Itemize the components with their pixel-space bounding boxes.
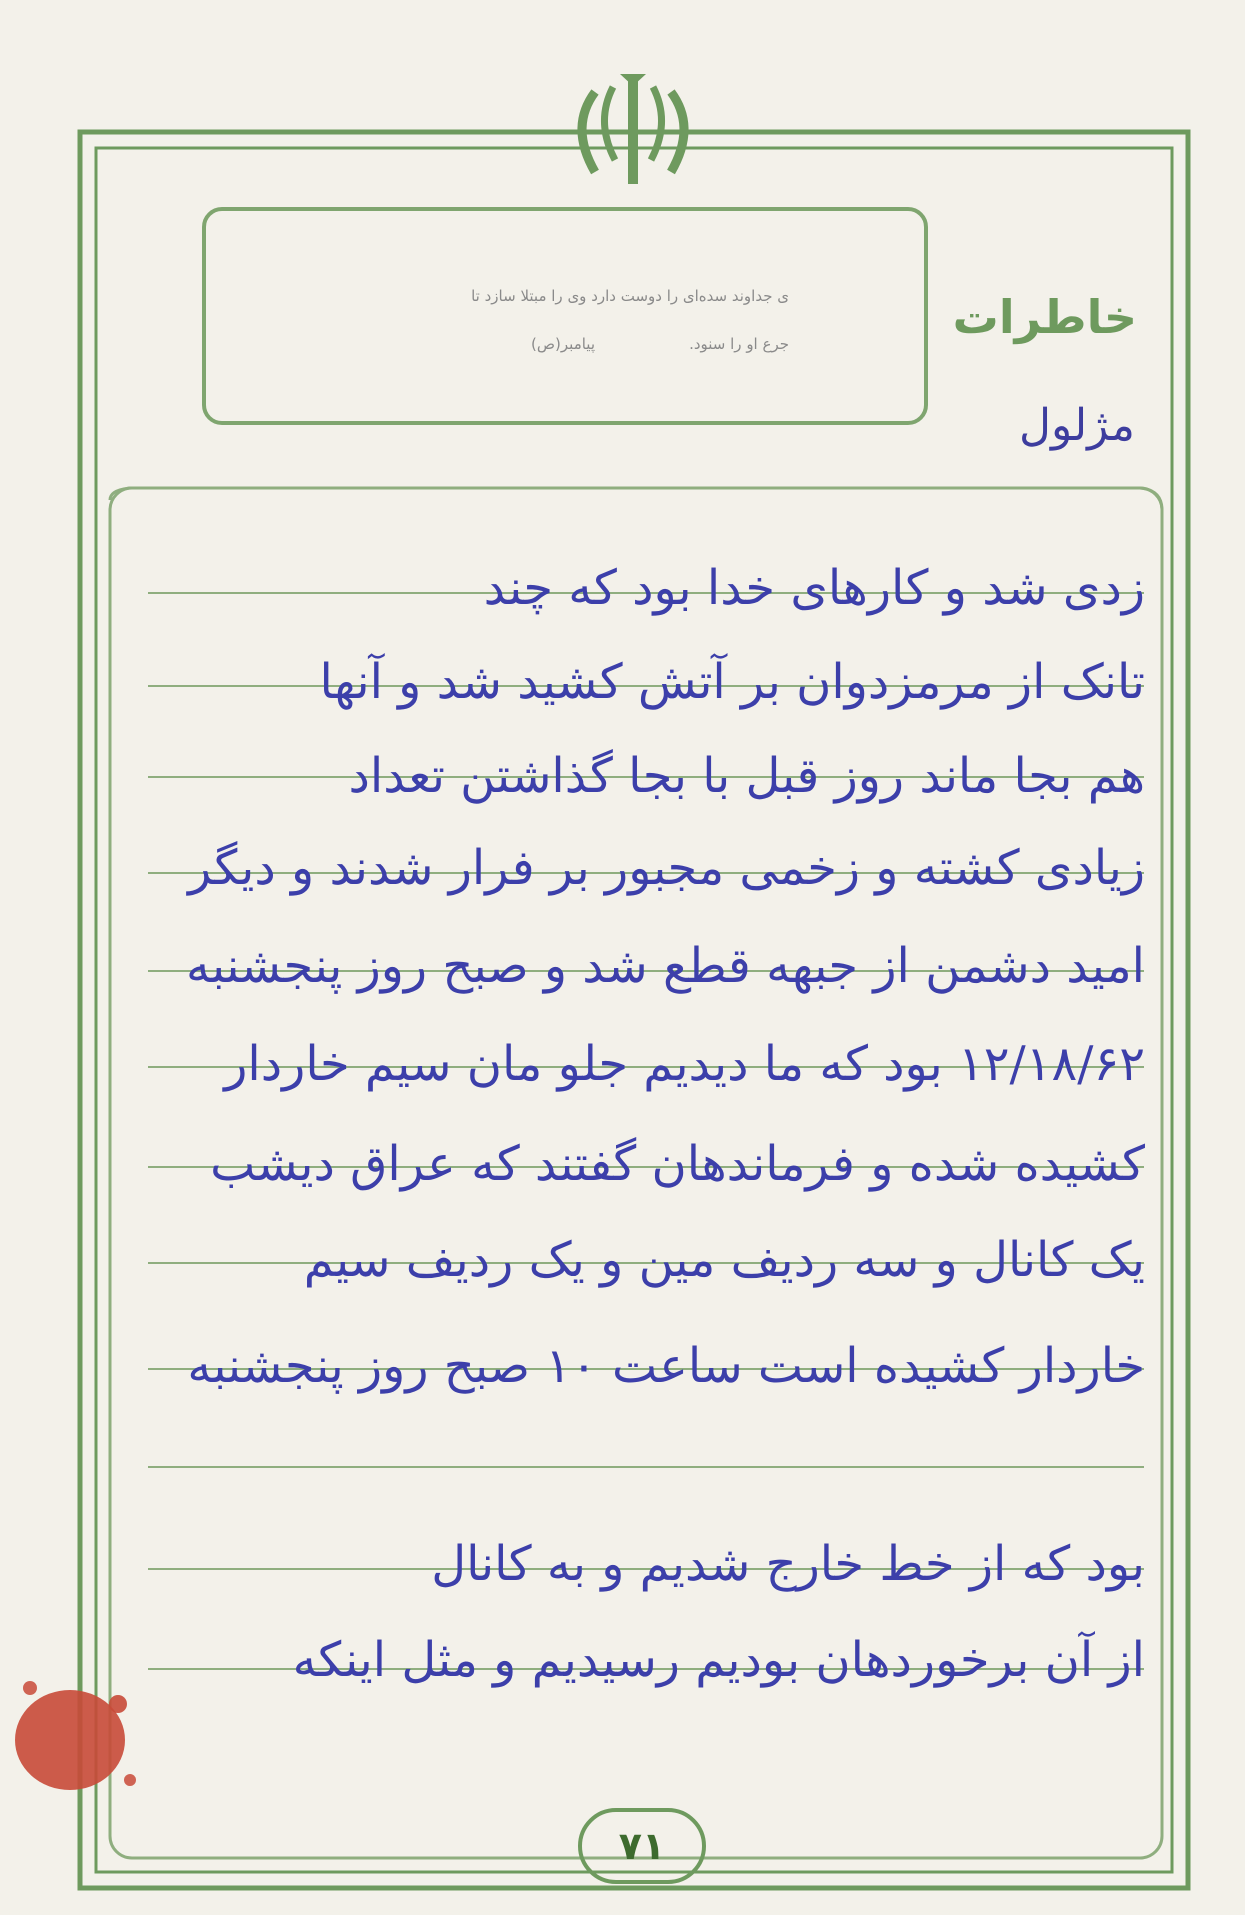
quote-line-2: جرع او را سنود. bbox=[689, 335, 789, 353]
emblem-icon bbox=[565, 72, 701, 190]
handwritten-line: هم بجا ماند روز قبل با بجا گذاشتن تعداد bbox=[348, 748, 1145, 804]
page-number-badge bbox=[578, 1808, 706, 1884]
handwritten-line: تانک از مرمزدوان بر آتش کشید شد و آنها bbox=[319, 654, 1145, 710]
handwritten-title: مژلول bbox=[1019, 400, 1135, 451]
handwritten-line: از آن برخوردهان بودیم رسیدیم و مثل اینکه bbox=[292, 1632, 1145, 1688]
handwritten-line: یک کانال و سه ردیف مین و یک ردیف سیم bbox=[303, 1232, 1145, 1288]
handwritten-line: زیادی کشته و زخمی مجبور بر فرار شدند و دیگر bbox=[188, 840, 1145, 896]
handwritten-line: خاردار کشیده است ساعت ۱۰ صبح روز پنجشنبه bbox=[187, 1338, 1145, 1394]
header-label: خاطرات bbox=[952, 290, 1137, 344]
quote-attribution: پیامبر(ص) bbox=[531, 335, 595, 353]
handwritten-line: امید دشمن از جبهه قطع شد و صبح روز پنجشنبه bbox=[185, 938, 1145, 994]
handwritten-line: بود که از خط خارج شدیم و به کانال bbox=[431, 1536, 1145, 1592]
handwritten-line: زدی شد و کارهای خدا بود که چند bbox=[483, 560, 1145, 616]
handwritten-line: ۱۲/۱۸/۶۲ بود که ما دیدیم جلو مان سیم خاردار bbox=[224, 1036, 1145, 1092]
handwritten-line: کشیده شده و فرماندهان گفتند که عراق دیشب bbox=[210, 1136, 1145, 1192]
ink-stain-icon bbox=[0, 1660, 150, 1810]
quote-box bbox=[202, 207, 928, 425]
page-number: ۷۱ bbox=[618, 1824, 666, 1868]
ruled-line bbox=[148, 1466, 1144, 1468]
quote-line-1: ی جداوند سده‌ای را دوست دارد وی را مبتلا سازد تا bbox=[471, 287, 789, 305]
